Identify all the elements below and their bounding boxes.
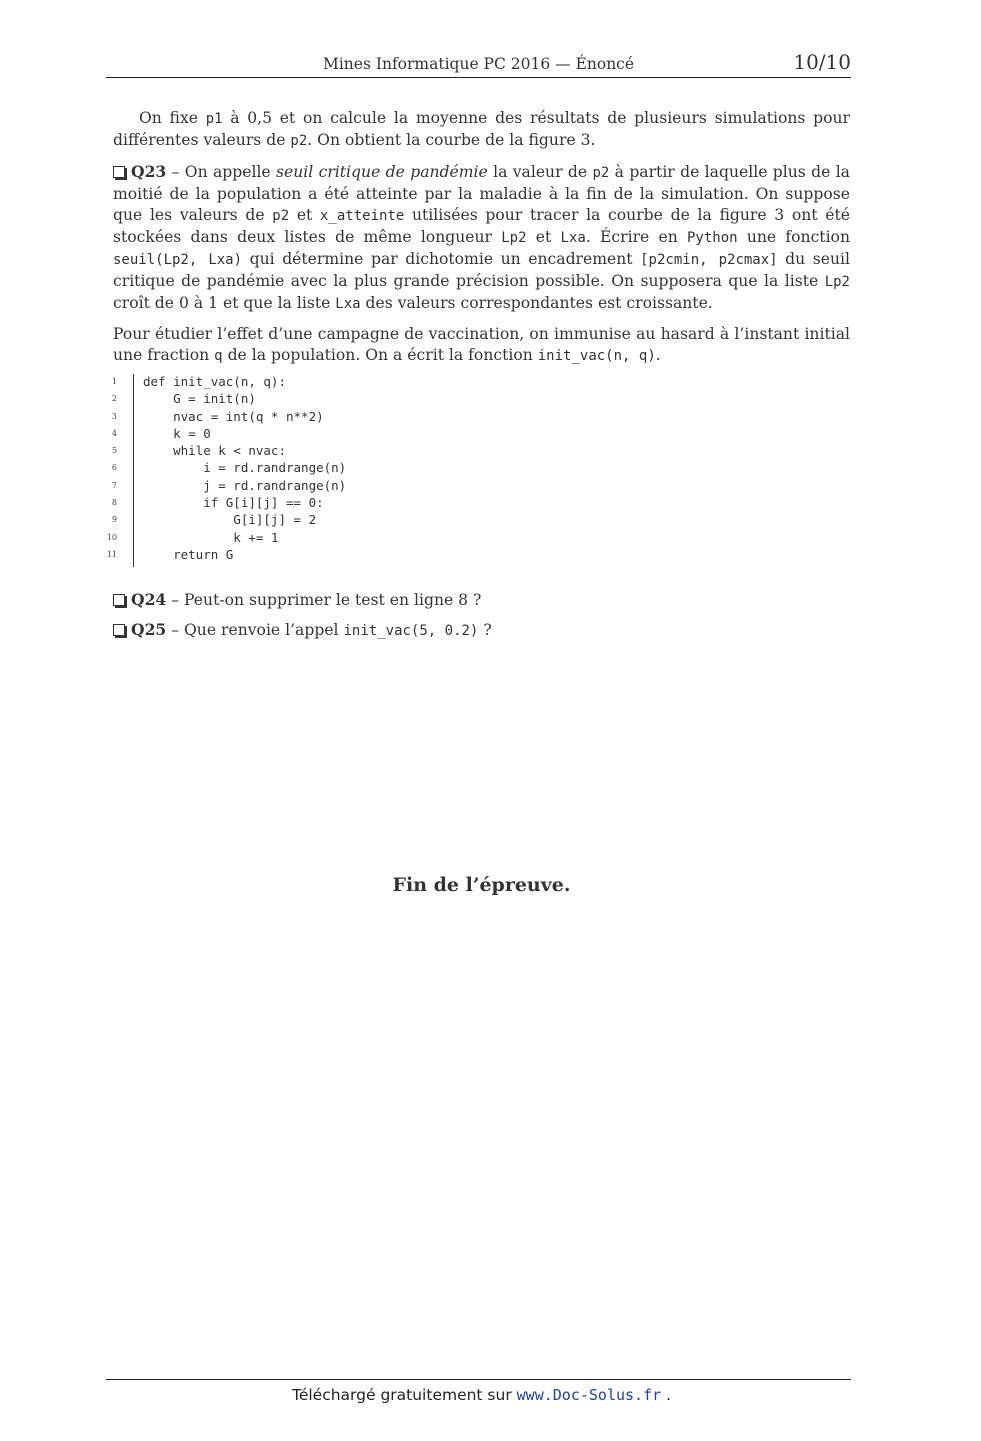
vacc-code: q — [214, 348, 223, 364]
q23-text: utilisées pour tracer la courbe de la figure 3 ont été stockées dans deux listes de même longueur — [113, 206, 850, 246]
q23-text: et — [526, 228, 561, 246]
code-line — [102, 529, 502, 546]
q23-code: Lxa — [335, 296, 361, 312]
q23-code: Lxa — [560, 230, 586, 246]
footer-text: Téléchargé gratuitement sur — [291, 1386, 517, 1404]
intro-paragraph — [113, 108, 850, 152]
vacc-text: de la population. On a écrit la fonction — [222, 346, 538, 364]
code-source: k += 1 — [143, 529, 279, 545]
code-source: i = rd.randrange(n) — [143, 460, 347, 476]
question-label: Q25 — [131, 620, 167, 639]
q23-text: des valeurs correspondantes est croissante. — [360, 294, 713, 312]
q23-code: x_atteinte — [320, 208, 405, 224]
code-source: return G — [143, 546, 234, 562]
checkbox-icon — [113, 166, 125, 178]
intro-text-2: à 0,5 et on calcule la moyenne des résultats de plusieurs simulations pour différentes valeurs de — [113, 109, 850, 149]
q23-text: et — [289, 206, 320, 224]
code-source: def init_vac(n, q): — [143, 374, 286, 389]
code-p1: p1 — [205, 111, 223, 127]
code-gutter-rule — [133, 374, 134, 567]
code-line — [102, 408, 502, 425]
vacc-text: . — [655, 346, 661, 364]
line-number: 4 — [111, 428, 117, 438]
code-line — [102, 373, 502, 390]
page-header — [106, 50, 851, 77]
line-number: 2 — [111, 394, 117, 404]
q23-code: [p2cmin, p2cmax] — [640, 252, 778, 268]
vaccination-paragraph — [113, 324, 850, 367]
header-title: Mines Informatique PC 2016 — Énoncé — [322, 55, 635, 73]
code-source: j = rd.randrange(n) — [143, 477, 347, 493]
vacc-code: init_vac(n, q) — [537, 348, 656, 364]
question-label: Q24 — [131, 590, 167, 609]
q25-text: – Que renvoie l’appel — [166, 621, 344, 639]
checkbox-icon — [113, 624, 125, 636]
q23-code: Python — [687, 230, 738, 246]
q25-code: init_vac(5, 0.2) — [343, 623, 479, 639]
line-number: 7 — [111, 480, 117, 490]
q23-code: Lp2 — [501, 230, 527, 246]
line-number: 10 — [106, 532, 117, 542]
line-number: 1 — [111, 377, 117, 386]
line-number: 8 — [111, 498, 117, 508]
line-number: 9 — [111, 515, 117, 525]
code-source: nvac = int(q * n**2) — [143, 408, 324, 424]
vacc-text: Pour étudier l’effet d’une campagne de vaccination, on immunise au hasard à l’instant initial une fraction — [113, 325, 850, 364]
q23-code: p2 — [592, 165, 610, 181]
question-q25 — [113, 620, 492, 639]
q23-text: . Écrire en — [585, 228, 687, 246]
question-q24 — [113, 590, 481, 609]
q23-code: Lp2 — [824, 274, 850, 290]
code-line — [102, 425, 502, 442]
code-line — [102, 511, 502, 528]
code-line — [102, 494, 502, 511]
code-line — [102, 442, 502, 459]
footer-link[interactable]: www.Doc-Solus.fr — [516, 1386, 662, 1404]
question-q23 — [113, 161, 850, 315]
q23-text: du seuil critique de pandémie avec la plus grande précision possible. On supposera que la liste — [113, 250, 850, 290]
q23-code: p2 — [272, 208, 290, 224]
code-source: if G[i][j] == 0: — [143, 495, 324, 511]
q23-term: seuil critique de pandémie — [276, 163, 488, 181]
q25-text: ? — [478, 621, 492, 639]
code-listing — [102, 373, 502, 563]
q23-text: la valeur de — [487, 163, 593, 181]
header-rule — [106, 77, 851, 78]
code-source: k = 0 — [143, 425, 211, 441]
code-source: while k < nvac: — [143, 443, 286, 459]
code-source: G = init(n) — [143, 391, 256, 407]
intro-text-1: On fixe — [139, 109, 206, 127]
page-footer — [0, 1386, 963, 1404]
q23-text: – On appelle — [166, 163, 277, 181]
footer-after: . — [661, 1386, 671, 1404]
q23-code: seuil(Lp2, Lxa) — [113, 252, 243, 268]
code-line — [102, 459, 502, 476]
intro-text-3: . On obtient la courbe de la figure 3. — [307, 131, 596, 149]
q23-text: croît de 0 à 1 et que la liste — [113, 294, 336, 312]
footer-rule — [106, 1379, 851, 1380]
question-label: Q23 — [131, 162, 167, 181]
q24-text: – Peut-on supprimer le test en ligne 8 ? — [166, 591, 482, 609]
line-number: 6 — [111, 463, 117, 473]
code-line — [102, 546, 502, 563]
q23-text: qui détermine par dichotomie un encadrement — [242, 250, 641, 268]
line-number: 3 — [111, 411, 117, 421]
line-number: 11 — [106, 549, 117, 559]
code-source: G[i][j] = 2 — [143, 512, 317, 528]
end-of-exam: Fin de l’épreuve. — [392, 874, 571, 896]
code-p2: p2 — [290, 133, 308, 149]
code-line — [102, 390, 502, 407]
checkbox-icon — [113, 594, 125, 606]
q23-text: une fonction — [737, 228, 850, 246]
page-number: 10/10 — [793, 50, 851, 74]
q23-text: à partir de laquelle plus de la moitié de la population a été atteinte par la maladie à la fin de la simulation. On suppose que les valeurs de — [113, 163, 850, 224]
document-body — [113, 108, 850, 376]
code-line — [102, 477, 502, 494]
line-number: 5 — [111, 446, 117, 456]
